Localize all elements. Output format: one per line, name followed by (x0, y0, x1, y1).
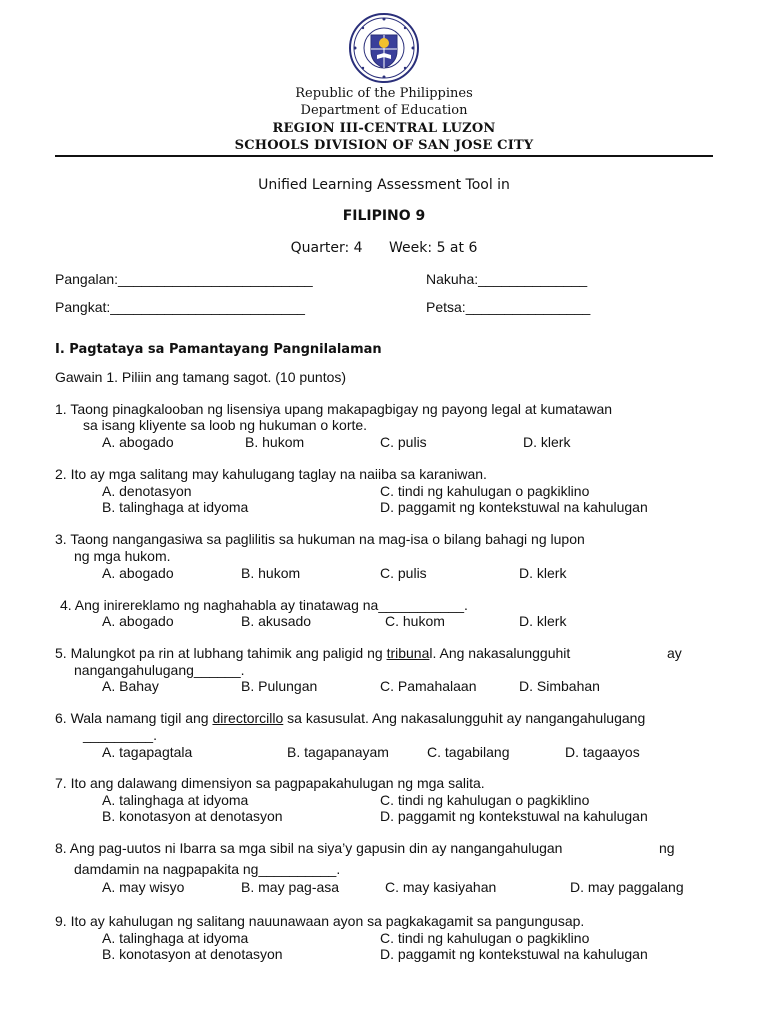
question-3-line-2: ng mga hukom. (74, 548, 171, 564)
question-4-choice-a: A. abogado (102, 613, 174, 629)
question-6-text-start: 6. Wala namang tigil ang (55, 710, 213, 726)
header-country: Republic of the Philippines (295, 86, 473, 101)
question-5-text-end: l. Ang nakasalungguhit (429, 645, 571, 661)
question-7-choice-c: C. tindi ng kahulugan o pagkiklino (380, 792, 590, 808)
question-9-choice-b: B. konotasyon at denotasyon (102, 946, 283, 962)
header-department: Department of Education (300, 103, 468, 118)
question-3-choice-b: B. hukom (241, 565, 301, 581)
question-1-choice-c: C. pulis (380, 434, 427, 450)
question-5-line-2: nangangahulugang______. (74, 662, 245, 678)
quarter-week-line (0, 240, 768, 256)
question-1-line-2: sa isang kliyente sa loob ng hukuman o korte. (83, 417, 368, 433)
question-7-choice-d: D. paggamit ng kontekstuwal na kahulugan (380, 808, 648, 824)
question-7-choice-b: B. konotasyon at denotasyon (102, 808, 283, 824)
question-7-line-1: 7. Ito ang dalawang dimensiyon sa pagpapakahulugan ng mga salita. (55, 775, 485, 791)
question-3-choice-d: D. klerk (519, 565, 567, 581)
question-6-choice-d: D. tagaayos (565, 744, 640, 760)
question-8-line-2: damdamin na nagpapakita ng__________. (74, 861, 341, 877)
quarter-value: 4 (353, 240, 363, 256)
question-5-underlined-word: tribuna (386, 645, 430, 661)
question-5-line-1 (55, 645, 570, 661)
question-7-choice-a: A. talinghaga at idyoma (102, 792, 249, 808)
question-1-choice-a: A. abogado (102, 434, 174, 450)
question-2-choice-a: A. denotasyon (102, 483, 192, 499)
question-5-choice-c: C. Pamahalaan (380, 678, 477, 694)
date-field: Petsa:________________ (426, 299, 591, 315)
question-8-choice-d: D. may paggalang (570, 879, 684, 895)
header-divider (55, 155, 713, 157)
question-6-choice-b: B. tagapanayam (287, 744, 389, 760)
section-field: Pangkat:_________________________ (55, 299, 305, 315)
name-field: Pangalan:_________________________ (55, 271, 313, 287)
question-8-line-1: 8. Ang pag-uutos ni Ibarra sa mga sibil na siya’y gapusin din ay nangangahulugan (55, 840, 563, 856)
question-2-choice-d: D. paggamit ng kontekstuwal na kahulugan (380, 499, 648, 515)
question-8-choice-c: C. may kasiyahan (385, 879, 497, 895)
question-5-choice-d: D. Simbahan (519, 678, 600, 694)
question-8-line-end: ng (659, 840, 675, 856)
question-1-choice-d: D. klerk (523, 434, 571, 450)
deped-seal-icon (341, 13, 427, 83)
question-4-choice-c: C. hukom (385, 613, 445, 629)
question-1-choice-b: B. hukom (245, 434, 305, 450)
question-3-choice-c: C. pulis (380, 565, 427, 581)
question-9-line-1: 9. Ito ay kahulugan ng salitang nauunawaan ayon sa pagkakagamit sa pangungusap. (55, 913, 585, 929)
question-5-text-start: 5. Malungkot pa rin at lubhang tahimik ang paligid ng (55, 645, 387, 661)
question-1-line-1: 1. Taong pinagkalooban ng lisensiya upang makapagbigay ng payong legal at kumatawan (55, 401, 613, 417)
header-division: SCHOOLS DIVISION OF SAN JOSE CITY (234, 138, 534, 153)
question-3-choice-a: A. abogado (102, 565, 174, 581)
subject-title: FILIPINO 9 (342, 208, 426, 224)
question-8-choice-a: A. may wisyo (102, 879, 185, 895)
header-region: REGION III-CENTRAL LUZON (272, 121, 496, 136)
question-3-line-1: 3. Taong nangangasiwa sa paglilitis sa hukuman na mag-isa o bilang bahagi ng lupon (55, 531, 585, 547)
question-6-line-1 (55, 710, 645, 726)
question-2-line-1: 2. Ito ay mga salitang may kahulugang taglay na naiiba sa karaniwan. (55, 466, 487, 482)
question-6-choice-a: A. tagapagtala (102, 744, 193, 760)
quarter-label: Quarter: (290, 240, 350, 256)
question-8-choice-b: B. may pag-asa (241, 879, 340, 895)
week-label: Week: (389, 240, 433, 256)
question-5-choice-a: A. Bahay (102, 678, 159, 694)
section-instruction: Gawain 1. Piliin ang tamang sagot. (10 puntos) (55, 369, 347, 385)
score-field: Nakuha:______________ (426, 271, 588, 287)
section-heading: I. Pagtataya sa Pamantayang Pangnilalaman (55, 342, 382, 357)
question-2-choice-c: C. tindi ng kahulugan o pagkiklino (380, 483, 590, 499)
question-4-choice-b: B. akusado (241, 613, 312, 629)
question-6-choice-c: C. tagabilang (427, 744, 510, 760)
question-2-choice-b: B. talinghaga at idyoma (102, 499, 249, 515)
question-6-underlined-word: directorcillo (212, 710, 284, 726)
question-6-text-end: sa kasusulat. Ang nakasalungguhit ay nangangahulugang (283, 710, 646, 726)
title-line: Unified Learning Assessment Tool in (258, 177, 510, 193)
question-9-choice-c: C. tindi ng kahulugan o pagkiklino (380, 930, 590, 946)
question-4-choice-d: D. klerk (519, 613, 567, 629)
week-value: 5 at 6 (436, 240, 478, 256)
question-9-choice-a: A. talinghaga at idyoma (102, 930, 249, 946)
question-5-choice-b: B. Pulungan (241, 678, 318, 694)
question-6-line-2: _________. (83, 727, 157, 743)
question-9-choice-d: D. paggamit ng kontekstuwal na kahulugan (380, 946, 648, 962)
question-5-line-end: ay (667, 645, 682, 661)
question-4-line-1: 4. Ang inirereklamo ng naghahabla ay tinatawag na___________. (60, 597, 468, 613)
